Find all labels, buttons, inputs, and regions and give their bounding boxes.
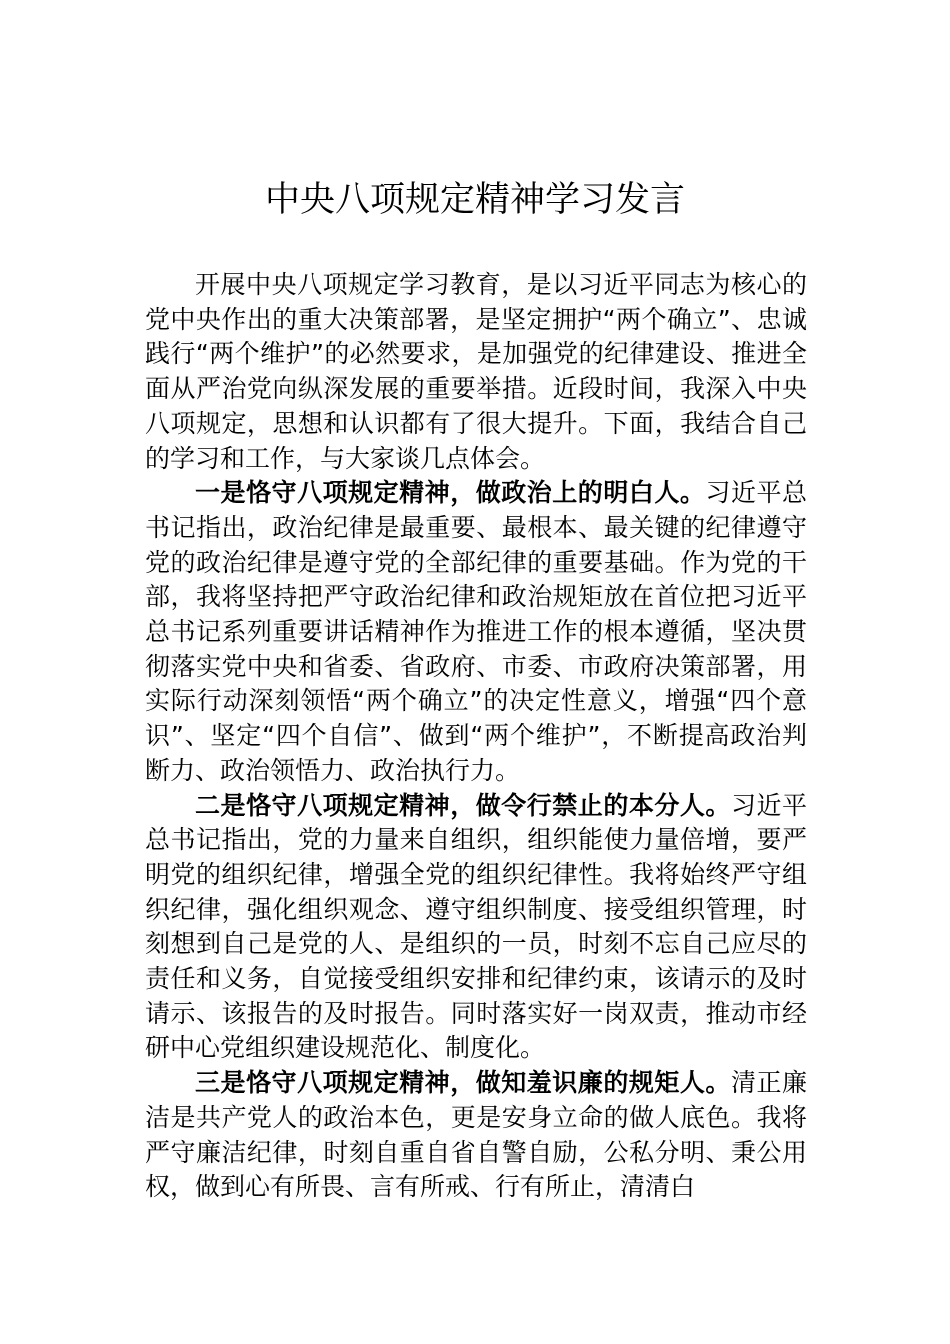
paragraph-point-one — [145, 476, 807, 788]
paragraph-lead: 三是恪守八项规定精神，做知羞识廉的规矩人。 — [195, 1068, 731, 1098]
paragraph-point-two — [145, 789, 807, 1067]
paragraph-intro — [145, 268, 807, 476]
document-body — [145, 268, 807, 1205]
paragraph-text: 习近平总书记指出，政治纪律是最重要、最根本、最关键的纪律遵守党的政治纪律是遵守党的全部纪律的重要基础。作为党的干部，我将坚持把严守政治纪律和政治规矩放在首位把习近平总书记系列重要讲话精神作为推进工作的根本遵循，坚决贯彻落实党中央和省委、省政府、市委、市政府决策部署，用实际行动深刻领悟“两个确立”的决定性意义，增强“四个意识”、坚定“四个自信”、做到“两个维护”，不断提高政治判断力、政治领悟力、政治执行力。 — [145, 478, 807, 785]
paragraph-lead: 一是恪守八项规定精神，做政治上的明白人。 — [195, 478, 706, 508]
paragraph-point-three — [145, 1066, 807, 1205]
paragraph-text: 习近平总书记指出，党的力量来自组织，组织能使力量倍增，要严明党的组织纪律，增强全党的组织纪律性。我将始终严守组织纪律，强化组织观念、遵守组织制度、接受组织管理，时刻想到自己是党的人、是组织的一员，时刻不忘自己应尽的责任和义务，自觉接受组织安排和纪律约束，该请示的及时请示、该报告的及时报告。同时落实好一岗双责，推动市经研中心党组织建设规范化、制度化。 — [145, 790, 807, 1063]
paragraph-lead: 二是恪守八项规定精神，做令行禁止的本分人。 — [195, 790, 731, 820]
document-title: 中央八项规定精神学习发言 — [264, 180, 685, 220]
paragraph-text: 开展中央八项规定学习教育，是以习近平同志为核心的党中央作出的重大决策部署，是坚定拥护“两个确立”、忠诚践行“两个维护”的必然要求，是加强党的纪律建设、推进全面从严治党向纵深发展的重要举措。近段时间，我深入中央八项规定，思想和认识都有了很大提升。下面，我结合自己的学习和工作，与大家谈几点体会。 — [145, 270, 807, 473]
paragraph-text: 清正廉洁是共产党人的政治本色，更是安身立命的做人底色。我将严守廉洁纪律，时刻自重自省自警自励，公私分明、秉公用权，做到心有所畏、言有所戒、行有所止，清清白 — [145, 1068, 807, 1202]
